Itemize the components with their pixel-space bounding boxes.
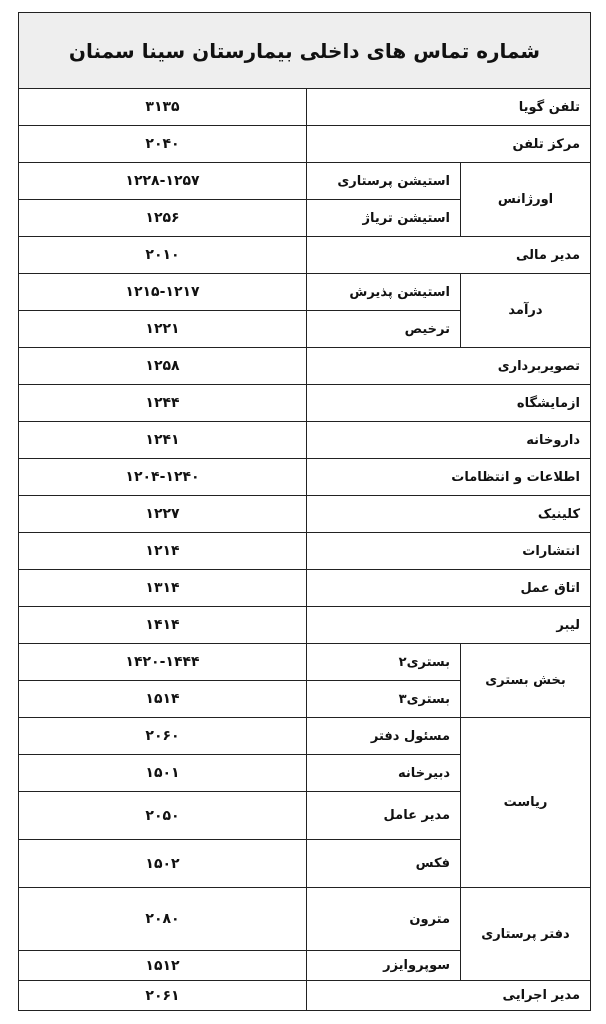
- group-cell: ریاست: [461, 718, 591, 888]
- label-cell: استیشن تریاژ: [307, 200, 461, 237]
- number-cell: ۲۰۸۰: [19, 888, 307, 951]
- group-cell: بخش بستری: [461, 644, 591, 718]
- number-cell: ۱۲۵۸: [19, 348, 307, 385]
- number-cell: ۱۵۰۱: [19, 755, 307, 792]
- number-cell: ۱۲۱۵-۱۲۱۷: [19, 274, 307, 311]
- label-cell: اتاق عمل: [307, 570, 591, 607]
- number-cell: ۱۵۰۲: [19, 840, 307, 888]
- table-row: [19, 348, 591, 385]
- table-row: [19, 237, 591, 274]
- table-row: [19, 163, 591, 200]
- label-cell: مدیر اجرایی: [307, 981, 591, 1011]
- table-row: [19, 644, 591, 681]
- number-cell: ۱۴۱۴: [19, 607, 307, 644]
- number-cell: ۱۲۴۴: [19, 385, 307, 422]
- label-cell: بستری۳: [307, 681, 461, 718]
- label-cell: مسئول دفتر: [307, 718, 461, 755]
- phone-directory-table: [18, 12, 591, 1011]
- number-cell: ۱۲۰۴-۱۲۴۰: [19, 459, 307, 496]
- number-cell: ۱۴۲۰-۱۴۴۴: [19, 644, 307, 681]
- label-cell: استیشن پذیرش: [307, 274, 461, 311]
- label-cell: دبیرخانه: [307, 755, 461, 792]
- label-cell: تلفن گویا: [307, 89, 591, 126]
- table-row: [19, 274, 591, 311]
- label-cell: استیشن پرستاری: [307, 163, 461, 200]
- group-cell: اورژانس: [461, 163, 591, 237]
- table-row: [19, 981, 591, 1011]
- table-row: [19, 496, 591, 533]
- table-row: [19, 422, 591, 459]
- label-cell: ترخیص: [307, 311, 461, 348]
- title-row: [19, 13, 591, 89]
- label-cell: تصویربرداری: [307, 348, 591, 385]
- label-cell: بستری۲: [307, 644, 461, 681]
- table-row: [19, 533, 591, 570]
- table-body: [19, 13, 591, 1011]
- number-cell: ۱۲۴۱: [19, 422, 307, 459]
- number-cell: ۲۰۴۰: [19, 126, 307, 163]
- label-cell: مدیر عامل: [307, 792, 461, 840]
- number-cell: ۲۰۵۰: [19, 792, 307, 840]
- number-cell: ۱۲۲۱: [19, 311, 307, 348]
- table-row: [19, 570, 591, 607]
- label-cell: انتشارات: [307, 533, 591, 570]
- group-cell: دفتر پرستاری: [461, 888, 591, 981]
- number-cell: ۱۲۵۶: [19, 200, 307, 237]
- number-cell: ۱۲۱۴: [19, 533, 307, 570]
- label-cell: اطلاعات و انتظامات: [307, 459, 591, 496]
- table-row: [19, 89, 591, 126]
- label-cell: داروخانه: [307, 422, 591, 459]
- label-cell: سوپروایزر: [307, 951, 461, 981]
- table-title: شماره تماس های داخلی بیمارستان سینا سمنان: [19, 13, 591, 89]
- number-cell: ۱۳۱۴: [19, 570, 307, 607]
- number-cell: ۱۵۱۴: [19, 681, 307, 718]
- label-cell: فکس: [307, 840, 461, 888]
- label-cell: مرکز تلفن: [307, 126, 591, 163]
- table-row: [19, 607, 591, 644]
- label-cell: ازمایشگاه: [307, 385, 591, 422]
- number-cell: ۲۰۶۰: [19, 718, 307, 755]
- label-cell: کلینیک: [307, 496, 591, 533]
- number-cell: ۳۱۳۵: [19, 89, 307, 126]
- table-row: [19, 888, 591, 951]
- table-row: [19, 385, 591, 422]
- number-cell: ۱۲۲۸-۱۲۵۷: [19, 163, 307, 200]
- label-cell: مترون: [307, 888, 461, 951]
- number-cell: ۲۰۶۱: [19, 981, 307, 1011]
- number-cell: ۲۰۱۰: [19, 237, 307, 274]
- table-row: [19, 459, 591, 496]
- group-cell: درآمد: [461, 274, 591, 348]
- number-cell: ۱۵۱۲: [19, 951, 307, 981]
- label-cell: لیبر: [307, 607, 591, 644]
- number-cell: ۱۲۲۷: [19, 496, 307, 533]
- label-cell: مدیر مالی: [307, 237, 591, 274]
- table-row: [19, 718, 591, 755]
- table-row: [19, 126, 591, 163]
